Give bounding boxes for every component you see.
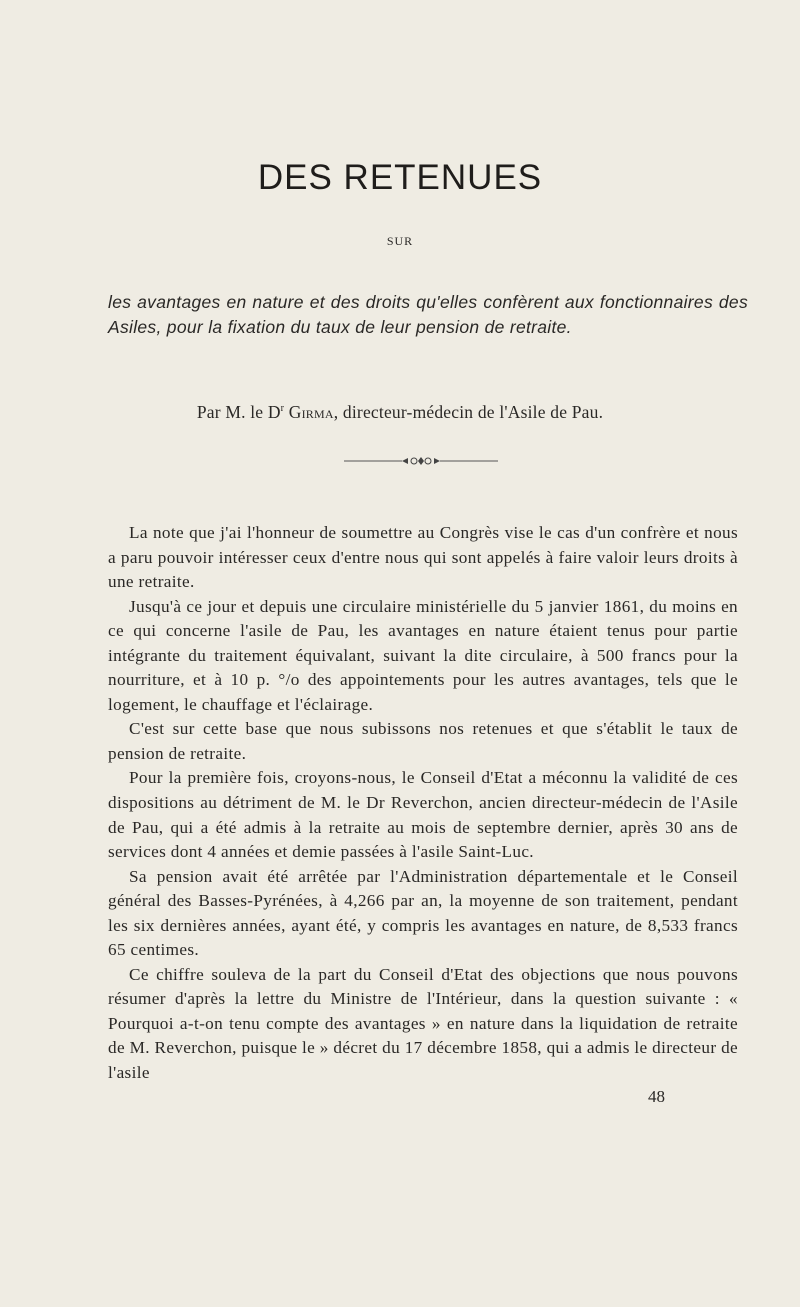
body-paragraph: Ce chiffre souleva de la part du Conseil d'Etat des objections que nous pouvons résumer d'après la lettre du Ministre de l'Intérieur, dans la question suivante : « Pourquoi a-t-on tenu compte des avantages » en nature dans la liquidation de retraite de M. Reverchon, puisque le » décret du 17 décembre 1858, qui a admis le directeur de l'asile	[108, 964, 738, 1083]
page-number: 48	[648, 1087, 665, 1106]
document-title: DES RETENUES	[257, 158, 543, 197]
body-paragraph: Jusqu'à ce jour et depuis une circulaire ministérielle du 5 janvier 1861, du moins en ce qui concerne l'asile de Pau, les avantages en nature étaient tenus pour partie intégrante du traitement équivalant, suivant la dite circulaire, à 500 francs pour la nourriture, et à 10 p. °/o des appointements pour les autres avantages, tels que le logement, le chauffage et l'éclairage.	[108, 596, 738, 714]
body-paragraph: Sa pension avait été arrêtée par l'Administration départementale et le Conseil général des Basses-Pyrénées, à 4,266 par an, la moyenne de son traitement, pendant les six dernières années, ayant été, y compris les avantages en nature, de 8,533 francs 65 centimes.	[108, 866, 738, 960]
author-title-sup: r	[280, 403, 285, 415]
author-line	[0, 402, 800, 423]
author-name: Girma	[284, 402, 334, 422]
body-paragraph: La note que j'ai l'honneur de soumettre au Congrès vise le cas d'un confrère et nous a paru pouvoir intéresser ceux d'entre nous qui sont appelés à faire valoir leurs droits à une retraite.	[108, 523, 738, 592]
author-suffix: , directeur-médecin de l'Asile de Pau.	[333, 402, 604, 422]
body-paragraph: Pour la première fois, croyons-nous, le Conseil d'Etat a méconnu la validité de ces dispositions au détriment de M. le Dr Reverchon, ancien directeur-médecin de l'Asile de Pau, qui a été admis à la retraite au mois de septembre dernier, après 30 ans de services dont 4 années et demie passées à l'asile Saint-Luc.	[108, 768, 738, 862]
author-prefix: Par M. le D	[196, 402, 281, 422]
document-subtitle: les avantages en nature et des droits qu'elles confèrent aux fonctionnaires des Asiles, pour la fixation du taux de leur pension de retraite.	[108, 292, 748, 337]
body-paragraph: C'est sur cette base que nous subissons nos retenues et que s'établit le taux de pension de retraite.	[108, 719, 738, 763]
document-body	[108, 521, 738, 1086]
section-divider-ornament	[344, 455, 498, 467]
title-connector: SUR	[386, 234, 414, 248]
